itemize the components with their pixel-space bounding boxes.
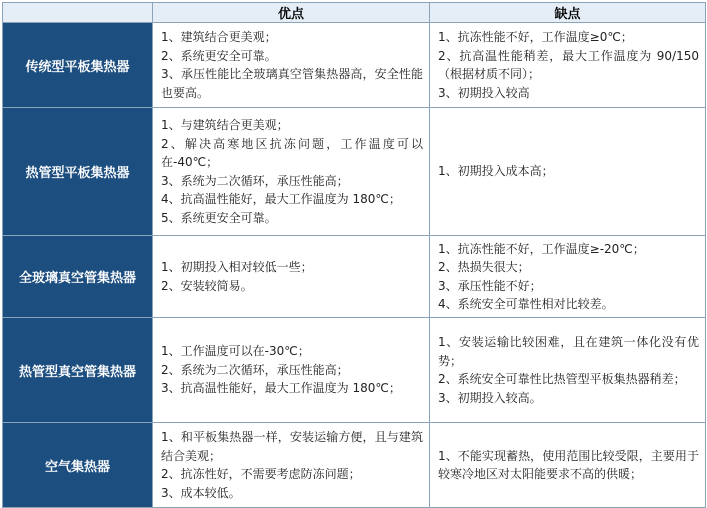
cons-item: 2、系统安全可靠性比热管型平板集热器稍差； <box>438 372 686 386</box>
table-row <box>3 108 706 236</box>
cons-item: 1、抗冻性能不好，工作温度≥0℃； <box>438 30 633 44</box>
table-row <box>3 318 706 423</box>
cons-item: 2、抗高温性能稍差，最大工作温度为 90/150（根据材质不同）； <box>438 48 699 81</box>
pros-cell <box>153 108 430 236</box>
pros-item: 2、抗冻性好，不需要考虑防冻问题； <box>161 467 361 481</box>
cons-cell <box>430 423 706 508</box>
pros-cell <box>153 23 430 108</box>
cons-item: 4、系统安全可靠性相对比较差。 <box>438 297 614 311</box>
header-cons: 缺点 <box>430 3 706 23</box>
collector-type-name: 热管型平板集热器 <box>3 108 153 236</box>
cons-cell <box>430 318 706 423</box>
table-row <box>3 423 706 508</box>
pros-cell <box>153 318 430 423</box>
pros-item: 2、系统更安全可靠。 <box>161 48 277 63</box>
pros-cell <box>153 423 430 508</box>
collector-type-name: 传统型平板集热器 <box>3 23 153 108</box>
pros-item: 3、抗高温性能好，最大工作温度为 180℃； <box>161 381 401 396</box>
pros-item: 1、初期投入相对较低一些； <box>161 260 313 274</box>
pros-item: 1、建筑结合更美观； <box>161 30 277 44</box>
pros-item: 3、系统为二次循环，承压性能高； <box>161 173 349 188</box>
cons-item: 3、初期投入较高。 <box>438 390 542 405</box>
header-corner <box>3 3 153 23</box>
pros-cell <box>153 236 430 318</box>
comparison-table <box>2 2 706 508</box>
pros-item: 1、与建筑结合更美观； <box>161 118 289 132</box>
pros-item: 3、承压性能比全玻璃真空管集热器高，安全性能也要高。 <box>161 67 423 100</box>
table-body <box>3 23 706 508</box>
cons-cell <box>430 108 706 236</box>
collector-type-name: 全玻璃真空管集热器 <box>3 236 153 318</box>
cons-item: 3、承压性能不好； <box>438 278 542 293</box>
header-row <box>3 3 706 23</box>
pros-item: 2、解决高寒地区抗冻问题，工作温度可以在-40℃； <box>161 136 423 169</box>
collector-type-name: 空气集热器 <box>3 423 153 508</box>
cons-cell <box>430 23 706 108</box>
collector-type-name: 热管型真空管集热器 <box>3 318 153 423</box>
pros-item: 4、抗高温性能好，最大工作温度为 180℃； <box>161 192 401 206</box>
pros-item: 3、成本较低。 <box>161 485 241 500</box>
pros-item: 5、系统更安全可靠。 <box>161 210 277 225</box>
pros-item: 1、工作温度可以在-30℃； <box>161 344 310 359</box>
cons-cell <box>430 236 706 318</box>
cons-item: 2、热损失很大； <box>438 260 530 274</box>
table-row <box>3 236 706 318</box>
cons-item: 3、初期投入较高 <box>438 85 530 100</box>
table-row <box>3 23 706 108</box>
header-pros: 优点 <box>153 3 430 23</box>
pros-item: 2、系统为二次循环，承压性能高； <box>161 362 349 377</box>
cons-item: 1、不能实现蓄热，使用范围比较受限，主要用于较寒冷地区对太阳能要求不高的供暖； <box>438 448 699 481</box>
cons-item: 1、安装运输比较困难，且在建筑一体化没有优势； <box>438 335 699 368</box>
pros-item: 1、和平板集热器一样，安装运输方便，且与建筑结合美观； <box>161 430 423 463</box>
cons-item: 1、初期投入成本高； <box>438 164 554 179</box>
cons-item: 1、抗冻性能不好，工作温度≥-20℃； <box>438 241 645 256</box>
pros-item: 2、安装较简易。 <box>161 278 253 293</box>
